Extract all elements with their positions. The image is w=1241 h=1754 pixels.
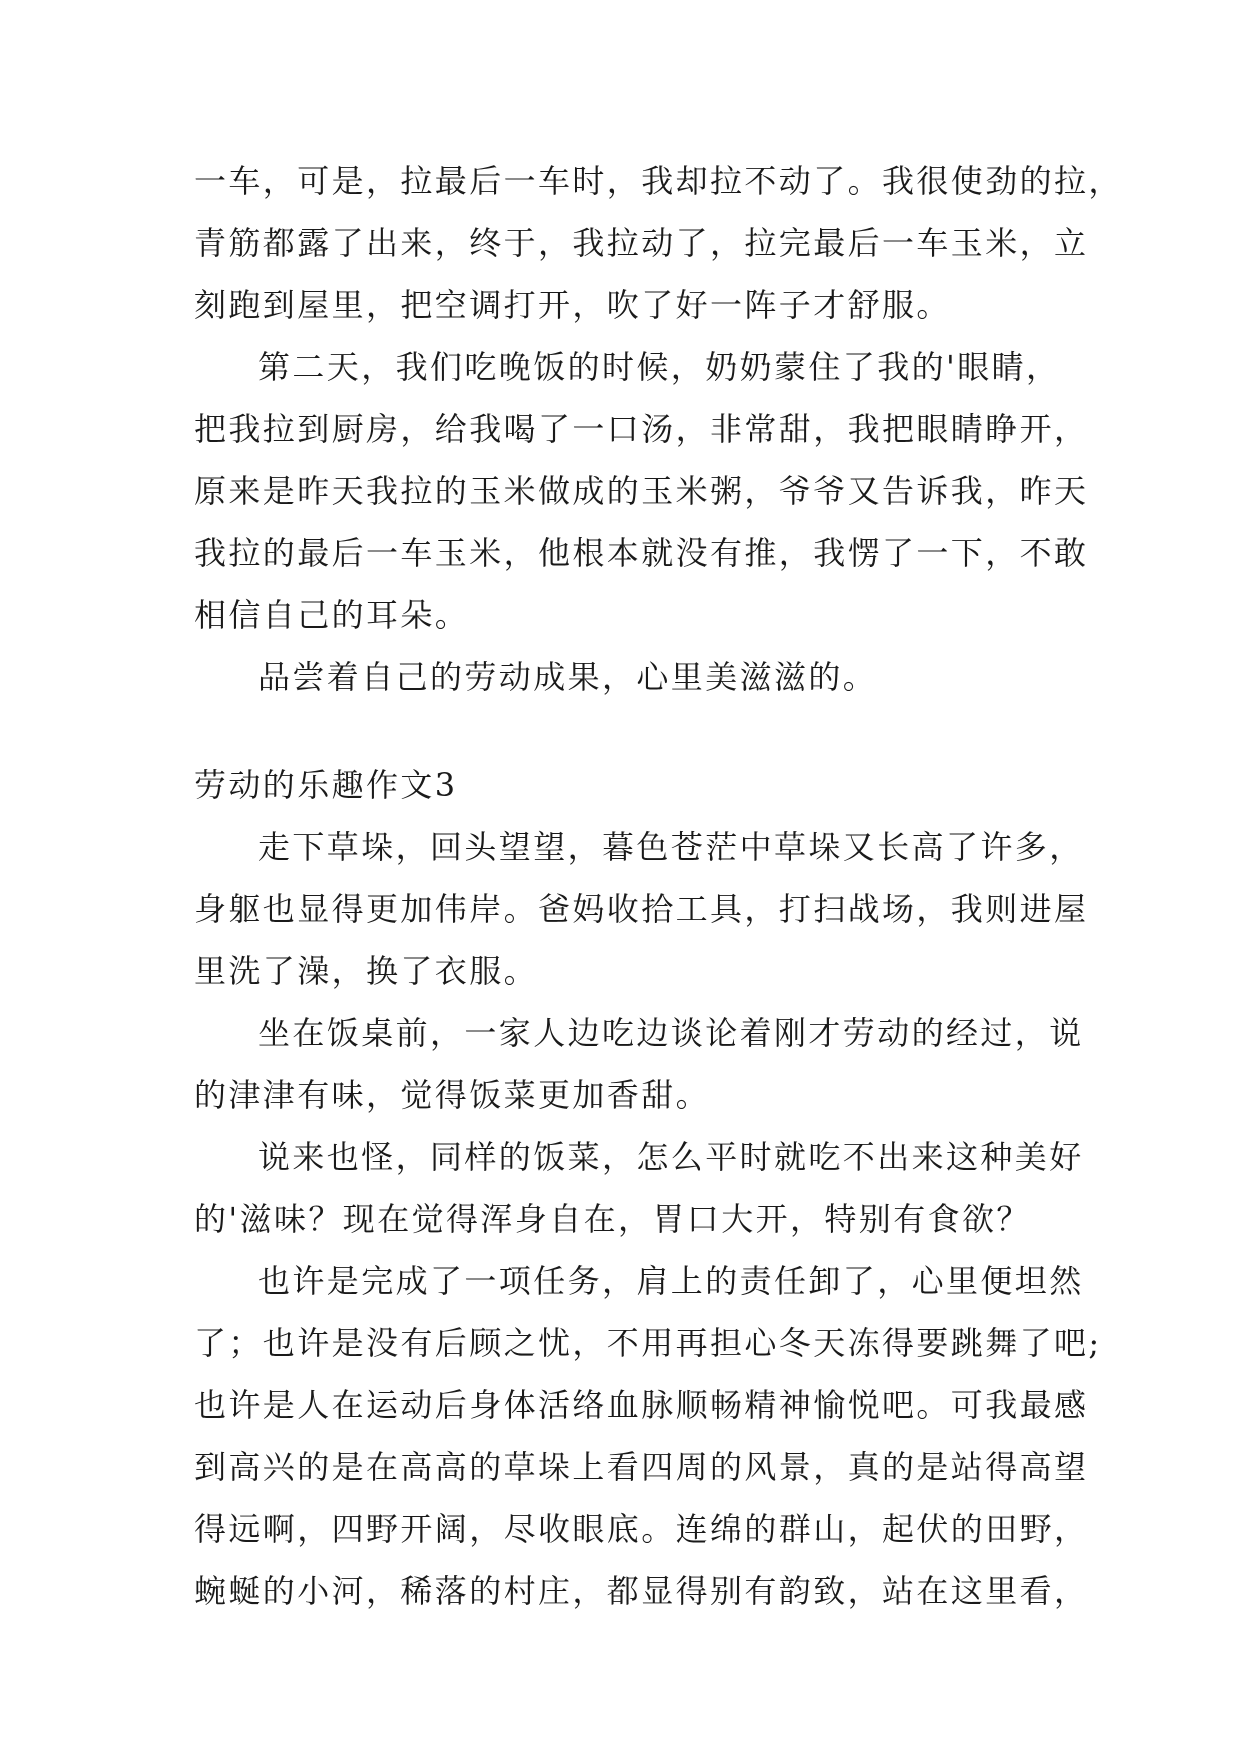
text-line: 的'滋味？现在觉得浑身自在，胃口大开，特别有食欲？ [194, 1200, 1031, 1238]
text-line: 里洗了澡，换了衣服。 [194, 952, 539, 990]
text-line: 一车，可是，拉最后一车时，我却拉不动了。我很使劲的拉， [194, 162, 1123, 200]
text-line: 第二天，我们吃晚饭的时候，奶奶蒙住了我的'眼睛， [258, 348, 1061, 386]
paragraph [194, 1126, 1084, 1250]
document-body [194, 150, 1123, 1622]
paragraph [194, 816, 1089, 1002]
text-line: 刻跑到屋里，把空调打开，吹了好一阵子才舒服。 [194, 286, 951, 324]
text-line: 我拉的最后一车玉米，他根本就没有推，我愣了一下，不敢 [194, 534, 1089, 572]
text-line: 也许是人在运动后身体活络血脉顺畅精神愉悦吧。可我最感 [194, 1386, 1089, 1424]
paragraph [194, 1250, 1102, 1622]
text-line: 也许是完成了一项任务，肩上的责任卸了，心里便坦然 [258, 1262, 1084, 1300]
text-line: 相信自己的耳朵。 [194, 596, 470, 634]
text-line: 青筋都露了出来，终于，我拉动了，拉完最后一车玉米，立 [194, 224, 1089, 262]
paragraph [194, 646, 1054, 708]
section-heading: 劳动的乐趣作文3 [194, 766, 458, 804]
text-line: 坐在饭桌前，一家人边吃边谈论着刚才劳动的经过，说 [258, 1014, 1084, 1052]
text-line: 把我拉到厨房，给我喝了一口汤，非常甜，我把眼睛睁开， [194, 410, 1089, 448]
paragraph [194, 336, 1089, 646]
text-line: 蜿蜒的小河，稀落的村庄，都显得别有韵致，站在这里看， [194, 1572, 1089, 1610]
text-line: 到高兴的是在高高的草垛上看四周的风景，真的是站得高望 [194, 1448, 1089, 1486]
text-line: 说来也怪，同样的饭菜，怎么平时就吃不出来这种美好 [258, 1138, 1084, 1176]
text-line: 的津津有味，觉得饭菜更加香甜。 [194, 1076, 711, 1114]
text-line: 了；也许是没有后顾之忧，不用再担心冬天冻得要跳舞了吧; [194, 1324, 1102, 1362]
text-line: 得远啊，四野开阔，尽收眼底。连绵的群山，起伏的田野， [194, 1510, 1089, 1548]
paragraph [194, 150, 1123, 336]
paragraph [194, 1002, 1084, 1126]
text-line: 走下草垛，回头望望，暮色苍茫中草垛又长高了许多， [258, 828, 1084, 866]
text-line: 原来是昨天我拉的玉米做成的玉米粥，爷爷又告诉我，昨天 [194, 472, 1089, 510]
text-line: 品尝着自己的劳动成果，心里美滋滋的。 [258, 658, 878, 696]
text-line: 身躯也显得更加伟岸。爸妈收拾工具，打扫战场，我则进屋 [194, 890, 1089, 928]
